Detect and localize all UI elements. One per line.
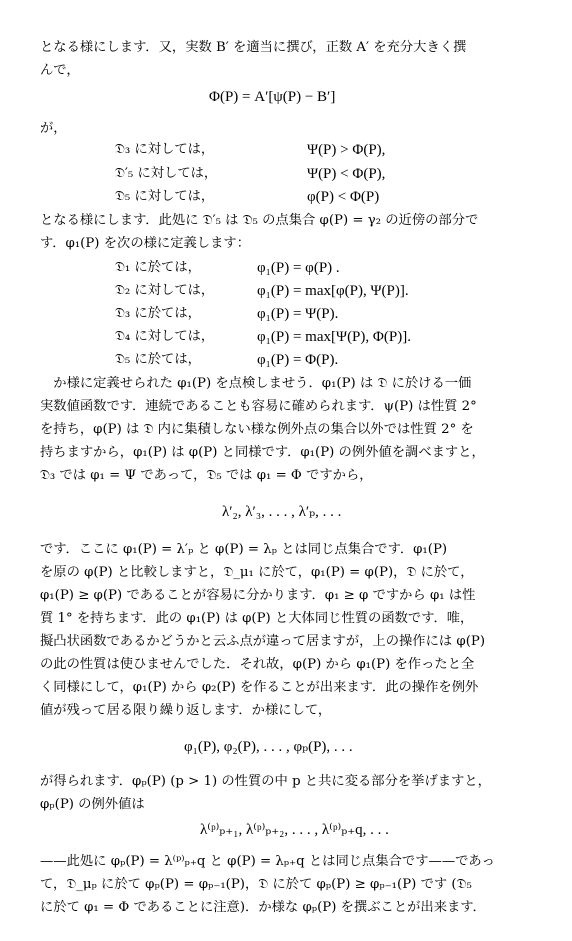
text-line: が，: [40, 121, 67, 136]
text-line: 擬凸状函数であるかどうかと云ふ点が違って居ますが，上の操作には φ(P): [40, 634, 486, 649]
text-line: を持ち，φ(P) は 𝔇 内に集積しない様な例外点の集合以外では性質 2° を: [40, 422, 474, 437]
text-line: に於て φ₁ = Φ であることに注意)．か様な φₚ(P) を撰ぶことが出来ます．: [40, 900, 486, 915]
case-label: 𝔇₃ に対しては，: [115, 142, 215, 157]
case-formula: φ₁(P) = max[φ(P), Ψ(P)].: [257, 283, 409, 299]
text-line: 実数値函数です．連続であることも容易に確められます．ψ(P) は性質 2°: [40, 399, 477, 414]
equation-lambda-p: λ⁽ᵖ⁾ₚ₊₁, λ⁽ᵖ⁾ₚ₊₂, . . . , λ⁽ᵖ⁾ₚ₊q, . . .: [200, 822, 389, 838]
case-formula: φ₁(P) = φ(P) .: [257, 260, 340, 276]
text-line: す．φ₁(P) を次の様に定義します：: [40, 236, 250, 251]
text-line: ——此処に φₚ(P) = λ⁽ᵖ⁾ₚ₊q と φ(P) = λₚ₊q とは同じ点集合です——であっ: [40, 854, 495, 869]
case-formula: Ψ(P) < Φ(P),: [307, 166, 386, 182]
text-line: て，𝔇_μₚ に於て φₚ(P) = φₚ₋₁(P)，𝔇 に於て φₚ(P) ≥ φₚ₋₁(P) です (𝔇₅: [40, 877, 472, 892]
equation-phi: Φ(P) = A′[ψ(P) − B′]: [209, 89, 336, 105]
case-label: 𝔇₂ に対しては，: [115, 283, 215, 298]
text-line: 値が残って居る限り繰り返します．か様にして，: [40, 703, 332, 718]
text-line: 質 1° を持ちます．此の φ₁(P) は φ(P) と大体同じ性質の函数です．唯，: [40, 611, 474, 626]
text-line: 𝔇₃ では φ₁ = Ψ であって，𝔇₅ では φ₁ = Φ ですから，: [40, 468, 373, 483]
case-label: 𝔇₅ に対しては，: [115, 189, 215, 204]
case-formula: φ(P) < Φ(P): [307, 189, 380, 205]
case-formula: Ψ(P) > Φ(P),: [307, 142, 386, 158]
text-line: φₚ(P) の例外値は: [40, 797, 145, 812]
text-line: 持ちますから，φ₁(P) は φ(P) と同様です．φ₁(P) の例外値を調べますと，: [40, 445, 485, 460]
text-line: φ₁(P) ≥ φ(P) であることが容易に分かります．φ₁ ≥ φ ですから φ₁ は性: [40, 588, 476, 603]
text-line: を原の φ(P) と比較しますと，𝔇_μ₁ に於て，φ₁(P) = φ(P)，𝔇 に於て，: [40, 565, 474, 580]
text-line: が得られます．φₚ(P) (p > 1) の性質の中 p と共に変る部分を挙げますと，: [40, 774, 491, 789]
text-line: となる様にします．此処に 𝔇′₅ は 𝔇₅ の点集合 φ(P) = γ₂ の近傍の部分で: [40, 213, 479, 228]
equation-phi-sequence: φ₁(P), φ₂(P), . . . , φₚ(P), . . .: [184, 739, 353, 755]
equation-lambda-prime: λ′₂, λ′₃, . . . , λ′ₚ, . . .: [222, 504, 342, 520]
case-label: 𝔇₁ に於ては，: [115, 260, 201, 275]
text-line: の此の性質は使ひませんでした．それ故，φ(P) から φ₁(P) を作ったと全: [40, 657, 475, 672]
text-line: んで，: [40, 63, 80, 78]
case-formula: φ₁(P) = Φ(P).: [257, 352, 339, 368]
text-line: です．ここに φ₁(P) = λ′ₚ と φ(P) = λₚ とは同じ点集合です．φ₁(P): [40, 542, 448, 557]
case-formula: φ₁(P) = max[Ψ(P), Φ(P)].: [257, 329, 411, 345]
text-line: く同様にして，φ₁(P) から φ₂(P) を作ることが出来ます．此の操作を例外: [40, 680, 479, 695]
case-label: 𝔇₃ に於ては，: [115, 306, 201, 321]
case-label: 𝔇′₅ に対しては，: [115, 166, 218, 181]
text-line: か様に定義せられた φ₁(P) を点検しませう．φ₁(P) は 𝔇 に於ける一価: [40, 376, 472, 391]
case-label: 𝔇₅ に於ては，: [115, 352, 201, 367]
case-label: 𝔇₄ に対しては，: [115, 329, 215, 344]
text-line: となる様にします．又，実数 B′ を適当に撰び，正数 A′ を充分大きく撰: [40, 40, 467, 55]
case-formula: φ₁(P) = Ψ(P).: [257, 306, 339, 322]
